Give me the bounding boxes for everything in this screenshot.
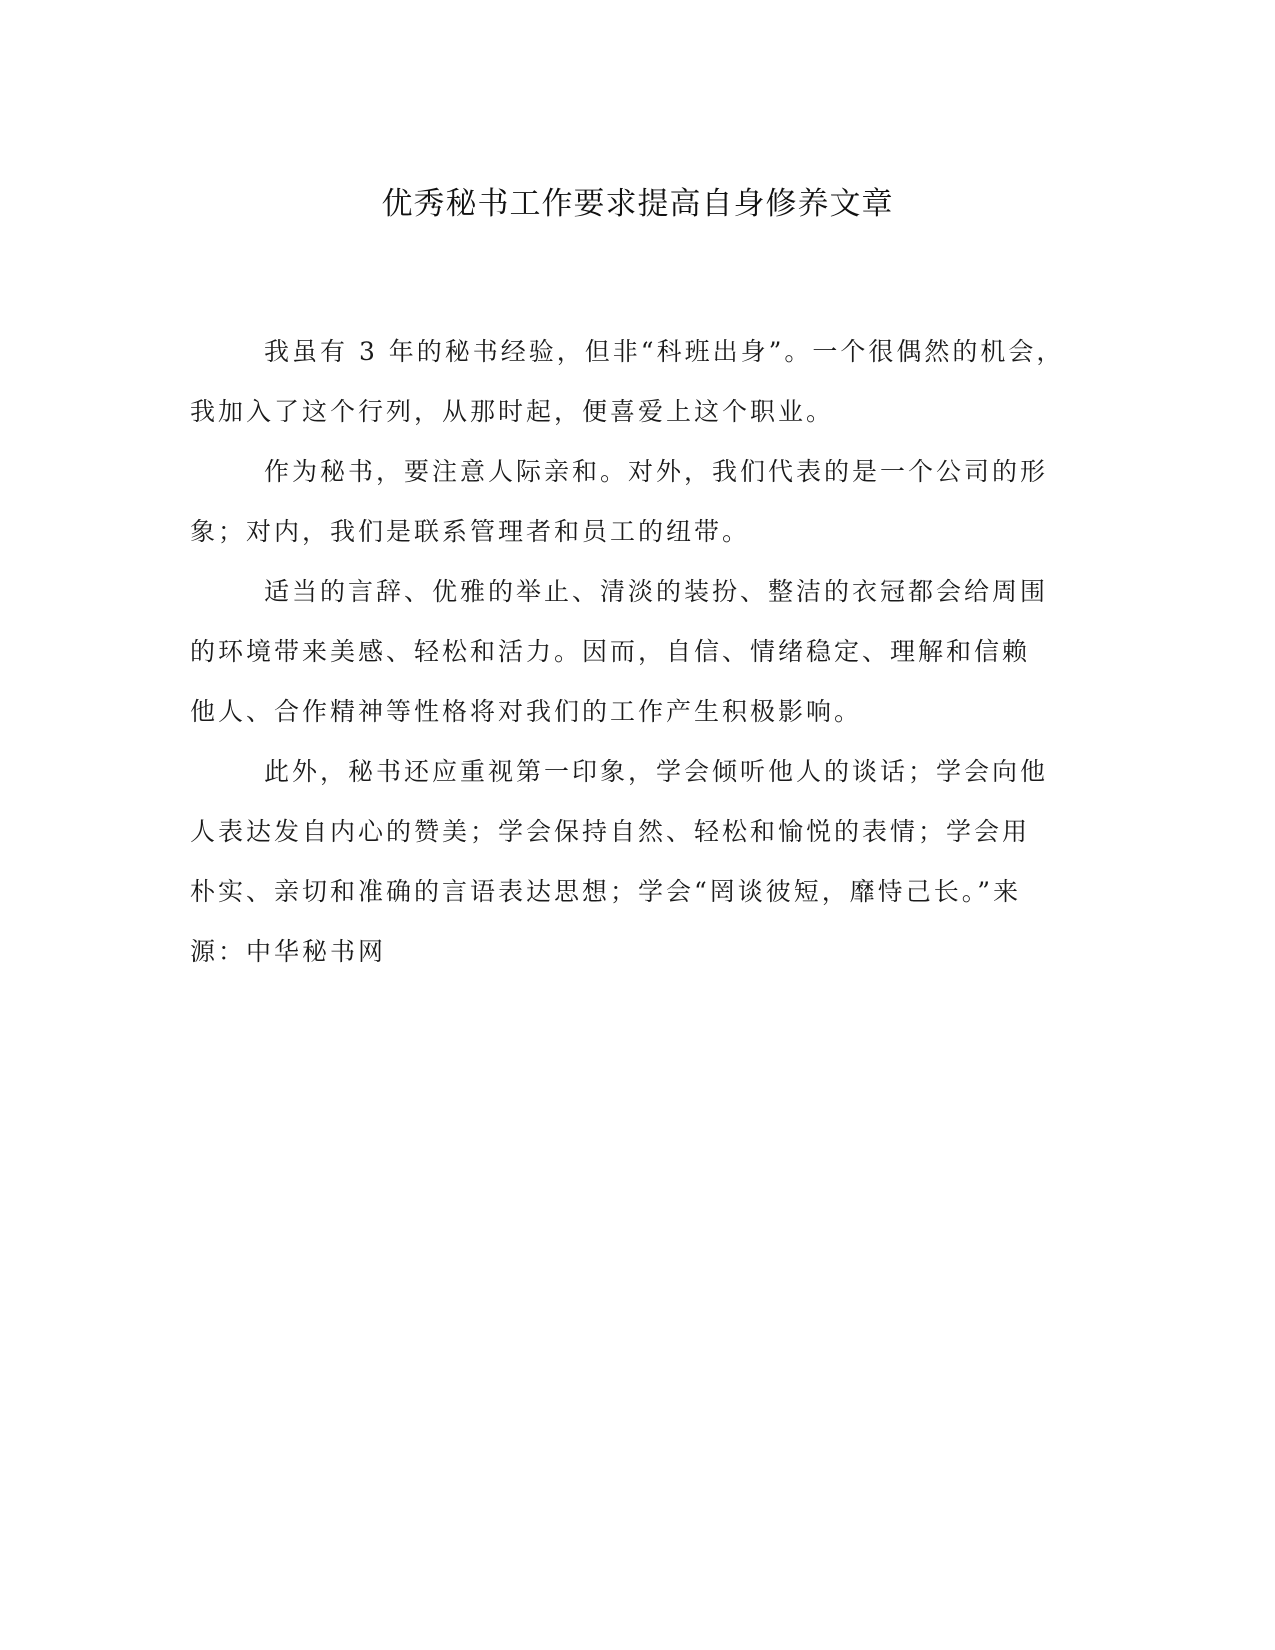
paragraph-4	[190, 742, 1090, 982]
paragraph-2	[190, 442, 1090, 562]
paragraph-line: 适当的言辞、优雅的举止、清淡的装扮、整洁的衣冠都会给周围	[264, 577, 1049, 606]
paragraph-line: 象；对内，我们是联系管理者和员工的纽带。	[190, 517, 751, 546]
paragraph-line: 此外，秘书还应重视第一印象，学会倾听他人的谈话；学会向他	[264, 757, 1049, 786]
paragraph-3	[190, 562, 1090, 742]
paragraph-line: 源：中华秘书网	[190, 937, 387, 966]
document-title: 优秀秘书工作要求提高自身修养文章	[381, 186, 894, 222]
paragraph-line: 作为秘书，要注意人际亲和。对外，我们代表的是一个公司的形	[264, 457, 1049, 486]
paragraph-line: 的环境带来美感、轻松和活力。因而，自信、情绪稳定、理解和信赖	[190, 637, 1031, 666]
paragraph-line: 我加入了这个行列，从那时起，便喜爱上这个职业。	[190, 397, 835, 426]
paragraph-line: 朴实、亲切和准确的言语表达思想；学会“罔谈彼短，靡恃己长。”来	[190, 877, 1022, 906]
paragraph-1	[190, 322, 1090, 442]
paragraph-line: 他人、合作精神等性格将对我们的工作产生积极影响。	[190, 697, 863, 726]
document-body	[190, 322, 1090, 982]
paragraph-line: 人表达发自内心的赞美；学会保持自然、轻松和愉悦的表情；学会用	[190, 817, 1031, 846]
paragraph-line: 我虽有 3 年的秘书经验，但非“科班出身”。一个很偶然的机会，	[264, 337, 1065, 366]
